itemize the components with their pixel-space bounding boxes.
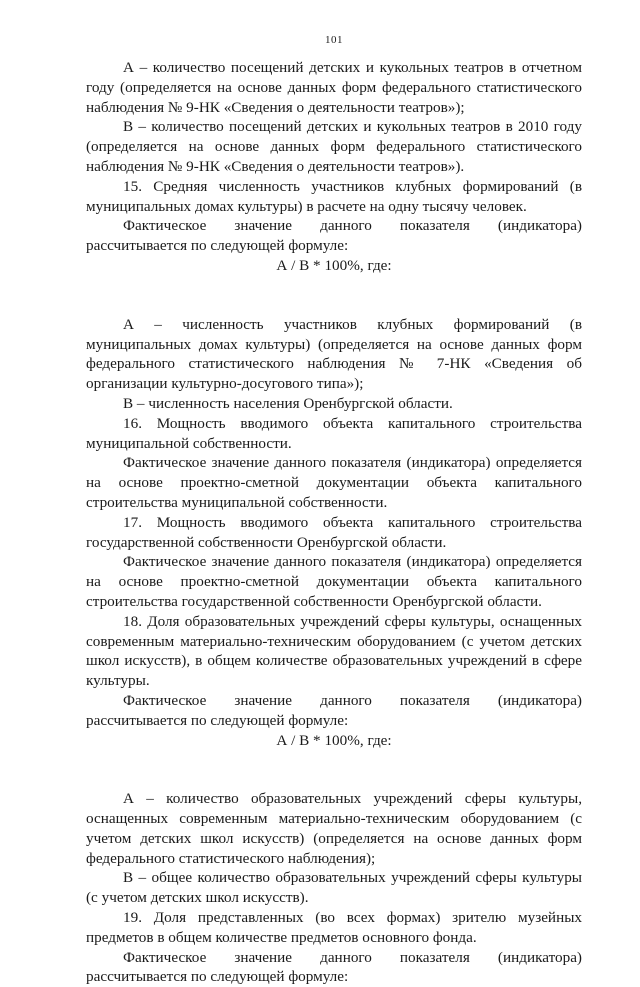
- indicator-17-heading: 17. Мощность вводимого объекта капитального строительства государственной собственности Оренбургской области.: [86, 513, 582, 551]
- indicator-17-description: Фактическое значение данного показателя (индикатора) определяется на основе проектно-сметной документации объекта капитального строительства государственной собственности Оренбургской области.: [86, 553, 582, 610]
- definition-b-theatre-visits-2010: В – количество посещений детских и кукольных театров в 2010 году (определяется на основе данных форм федерального статистического наблюдения № 9-НК «Сведения о деятельности театров»).: [86, 118, 582, 175]
- page-number: 101: [325, 34, 343, 46]
- indicator-19-heading: 19. Доля представленных (во всех формах) зрителю музейных предметов в общем количестве предметов основного фонда.: [86, 909, 582, 946]
- formula-intro: Фактическое значение данного показателя (индикатора) рассчитывается по следующей формуле:: [86, 691, 582, 729]
- formula-intro: Фактическое значение данного показателя (индикатора) рассчитывается по следующей формуле:: [86, 948, 582, 986]
- definition-a-theatre-visits-current: А – количество посещений детских и кукольных театров в отчетном году (определяется на основе данных форм федерального статистического наблюдения № 9-НК «Сведения о деятельности театров»);: [86, 59, 582, 116]
- indicator-16-description: Фактическое значение данного показателя (индикатора) определяется на основе проектно-сметной документации объекта капитального строительства муниципальной собственности.: [86, 454, 582, 511]
- indicator-18-heading: 18. Доля образовательных учреждений сферы культуры, оснащенных современным материально-техническим оборудованием (с учетом детских школ искусств), в общем количестве образовательных учреждений в сфере культуры.: [86, 612, 582, 690]
- formula: А / В * 100%, где:: [276, 731, 392, 749]
- indicator-15-heading: 15. Средняя численность участников клубных формирований (в муниципальных домах культуры) в расчете на одну тысячу человек.: [86, 177, 582, 215]
- document-body: [86, 58, 582, 987]
- formula-intro: Фактическое значение данного показателя (индикатора) рассчитывается по следующей формуле:: [86, 217, 582, 255]
- definition-b-population: В – численность населения Оренбургской области.: [123, 394, 453, 412]
- definition-a-club-participants: А – численность участников клубных формирований (в муниципальных домах культуры) (определяется на основе данных форм федерального статистического наблюдения № 7-НК «Сведения об организации культурно-досугового типа»);: [86, 315, 582, 393]
- formula: А / В * 100%, где:: [276, 256, 392, 274]
- indicator-16-heading: 16. Мощность вводимого объекта капитального строительства муниципальной собственности.: [86, 414, 582, 452]
- definition-b-total-institutions: В – общее количество образовательных учреждений сферы культуры (с учетом детских школ искусств).: [86, 869, 582, 907]
- definition-a-equipped-institutions: А – количество образовательных учреждений сферы культуры, оснащенных современным материально-техническим оборудованием (с учетом детских школ искусств) (определяется на основе данных форм федерального статистического наблюдения);: [86, 790, 582, 867]
